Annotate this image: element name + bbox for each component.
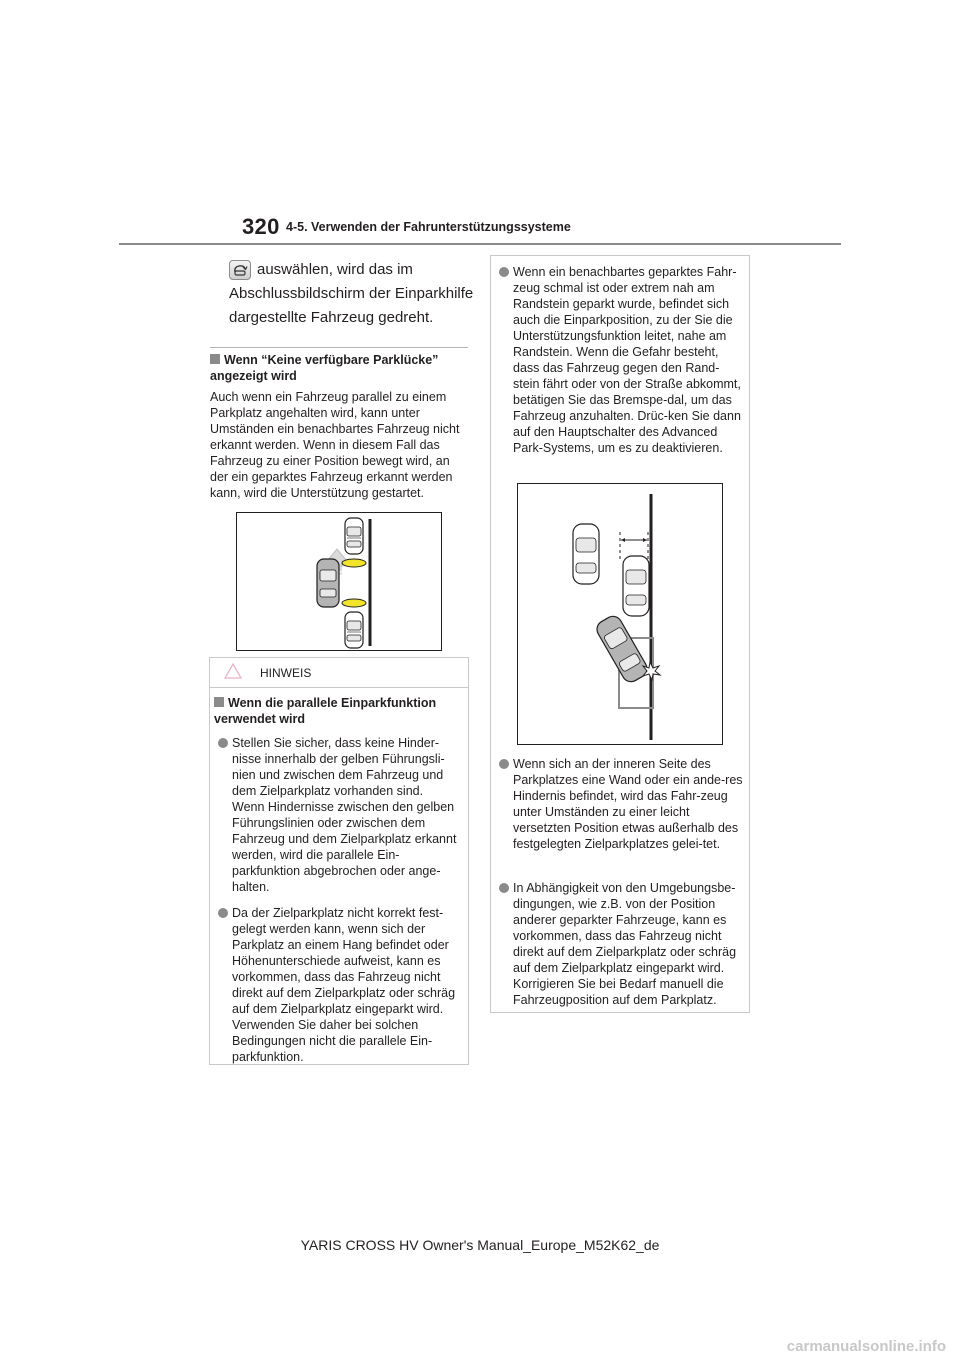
notice-subheading-text: Wenn die parallele Einparkfunktion verwendet wird	[214, 696, 437, 726]
parked-car-narrow	[623, 556, 649, 616]
intro-text	[229, 258, 474, 330]
list-item	[214, 905, 458, 1065]
footer-manual-title: YARIS CROSS HV Owner's Manual_Europe_M52K62_de	[300, 1237, 660, 1253]
right-bullet-1: Wenn ein benachbartes geparktes Fahr-zeug schmal ist oder extrem nah am Randstein geparkt wurde, befindet sich auch die Einparkposition, zu der Sie die Unterstützungsfunktion leitet, nahe am Randstein. Wenn die Gefahr besteht, dass das Fahrzeug gegen den Rand-stein fährt oder von der Straße abkommt, betätigen Sie das Bremspe-dal, um das Fahrzeug anzuhalten. Drüc-ken Sie dann auf den Hauptschalter des Advanced Park-Systems, um es zu deaktivieren.	[513, 265, 741, 455]
notice-bullet-1: Stellen Sie sicher, dass keine Hinder-nisse innerhalb der gelben Führungsli-nien und zwischen dem Fahrzeug und dem Zielparkplatz vorhanden sind. Wenn Hindernisse zwischen den gelben Führungslinien oder zwischen dem Fahrzeug und dem Zielparkplatz erkannt werden, wird die parallele Ein-parkfunktion abgebrochen oder ange-halten.	[232, 736, 457, 894]
detection-zone-front	[342, 559, 366, 567]
warning-triangle-icon	[224, 663, 242, 682]
notice-box	[209, 657, 469, 1065]
square-bullet-icon	[210, 354, 220, 364]
intro-line-2: Abschlussbildschirm der Einparkhilfe	[229, 285, 474, 302]
page-number: 320	[242, 214, 280, 239]
parked-car-front	[345, 518, 363, 554]
parked-car-left	[573, 524, 599, 584]
no-space-heading-text: Wenn “Keine verfügbare Parklücke” angezeigt wird	[210, 353, 439, 383]
header-divider	[119, 243, 841, 245]
own-vehicle	[317, 559, 339, 607]
bullet-dot-icon	[499, 883, 509, 893]
parallel-parking-illustration	[236, 512, 442, 651]
list-item	[214, 735, 458, 895]
curb-risk-illustration	[517, 483, 723, 745]
notice-header	[210, 658, 468, 688]
subsection-divider	[210, 347, 468, 348]
rotate-car-icon	[229, 260, 251, 280]
notice-subheading	[214, 695, 468, 727]
bullet-dot-icon	[499, 267, 509, 277]
list-item	[495, 756, 745, 852]
parked-car-rear	[345, 612, 363, 648]
intro-line-1: auswählen, wird das im	[257, 261, 413, 278]
list-item	[495, 264, 745, 456]
notice-title: HINWEIS	[260, 665, 312, 680]
bullet-dot-icon	[499, 759, 509, 769]
list-item	[495, 880, 745, 1008]
right-bullet-2: Wenn sich an der inneren Seite des Parkplatzes eine Wand oder ein ande-res Hindernis befindet, wird das Fahr-zeug unter Umständen zu einer leicht versetzten Position etwas außerhalb des festgelegten Zielparkplatzes gelei-tet.	[513, 757, 743, 851]
own-vehicle	[594, 613, 651, 685]
no-space-heading	[210, 352, 468, 384]
detection-zone-rear	[342, 599, 366, 607]
intro-line-3: dargestellte Fahrzeug gedreht.	[229, 309, 434, 326]
right-bullet-3: In Abhängigkeit von den Umgebungsbe-dingungen, wie z.B. von der Position anderer geparkter Fahrzeuge, kann es vorkommen, dass das Fahrzeug nicht direkt auf dem Zielparkplatz oder schräg auf dem Zielparkplatz eingeparkt wird. Korrigieren Sie bei Bedarf manuell die Fahrzeugposition auf dem Parkplatz.	[513, 881, 737, 1007]
bullet-dot-icon	[218, 738, 228, 748]
no-space-body: Auch wenn ein Fahrzeug parallel zu einem Parkplatz angehalten wird, kann unter Umständen ein benachbartes Fahrzeug nicht erkannt werden. Wenn in diesem Fall das Fahrzeug zu einer Position bewegt wird, an der ein geparktes Fahrzeug erkannt werden kann, wird die Unterstützung gestartet.	[210, 390, 460, 500]
section-title: 4-5. Verwenden der Fahrunterstützungssysteme	[286, 220, 571, 234]
watermark: carmanualsonline.info	[786, 1338, 946, 1355]
square-bullet-icon	[214, 697, 224, 707]
bullet-dot-icon	[218, 908, 228, 918]
notice-bullet-2: Da der Zielparkplatz nicht korrekt fest-gelegt werden kann, wenn sich der Parkplatz an einem Hang befindet oder Höhenunterschiede aufweist, kann es vorkommen, dass das Fahrzeug nicht direkt auf dem Zielparkplatz oder schräg auf dem Zielparkplatz eingeparkt wird. Verwenden Sie daher bei solchen Bedingungen nicht die parallele Ein-parkfunktion.	[232, 906, 456, 1064]
